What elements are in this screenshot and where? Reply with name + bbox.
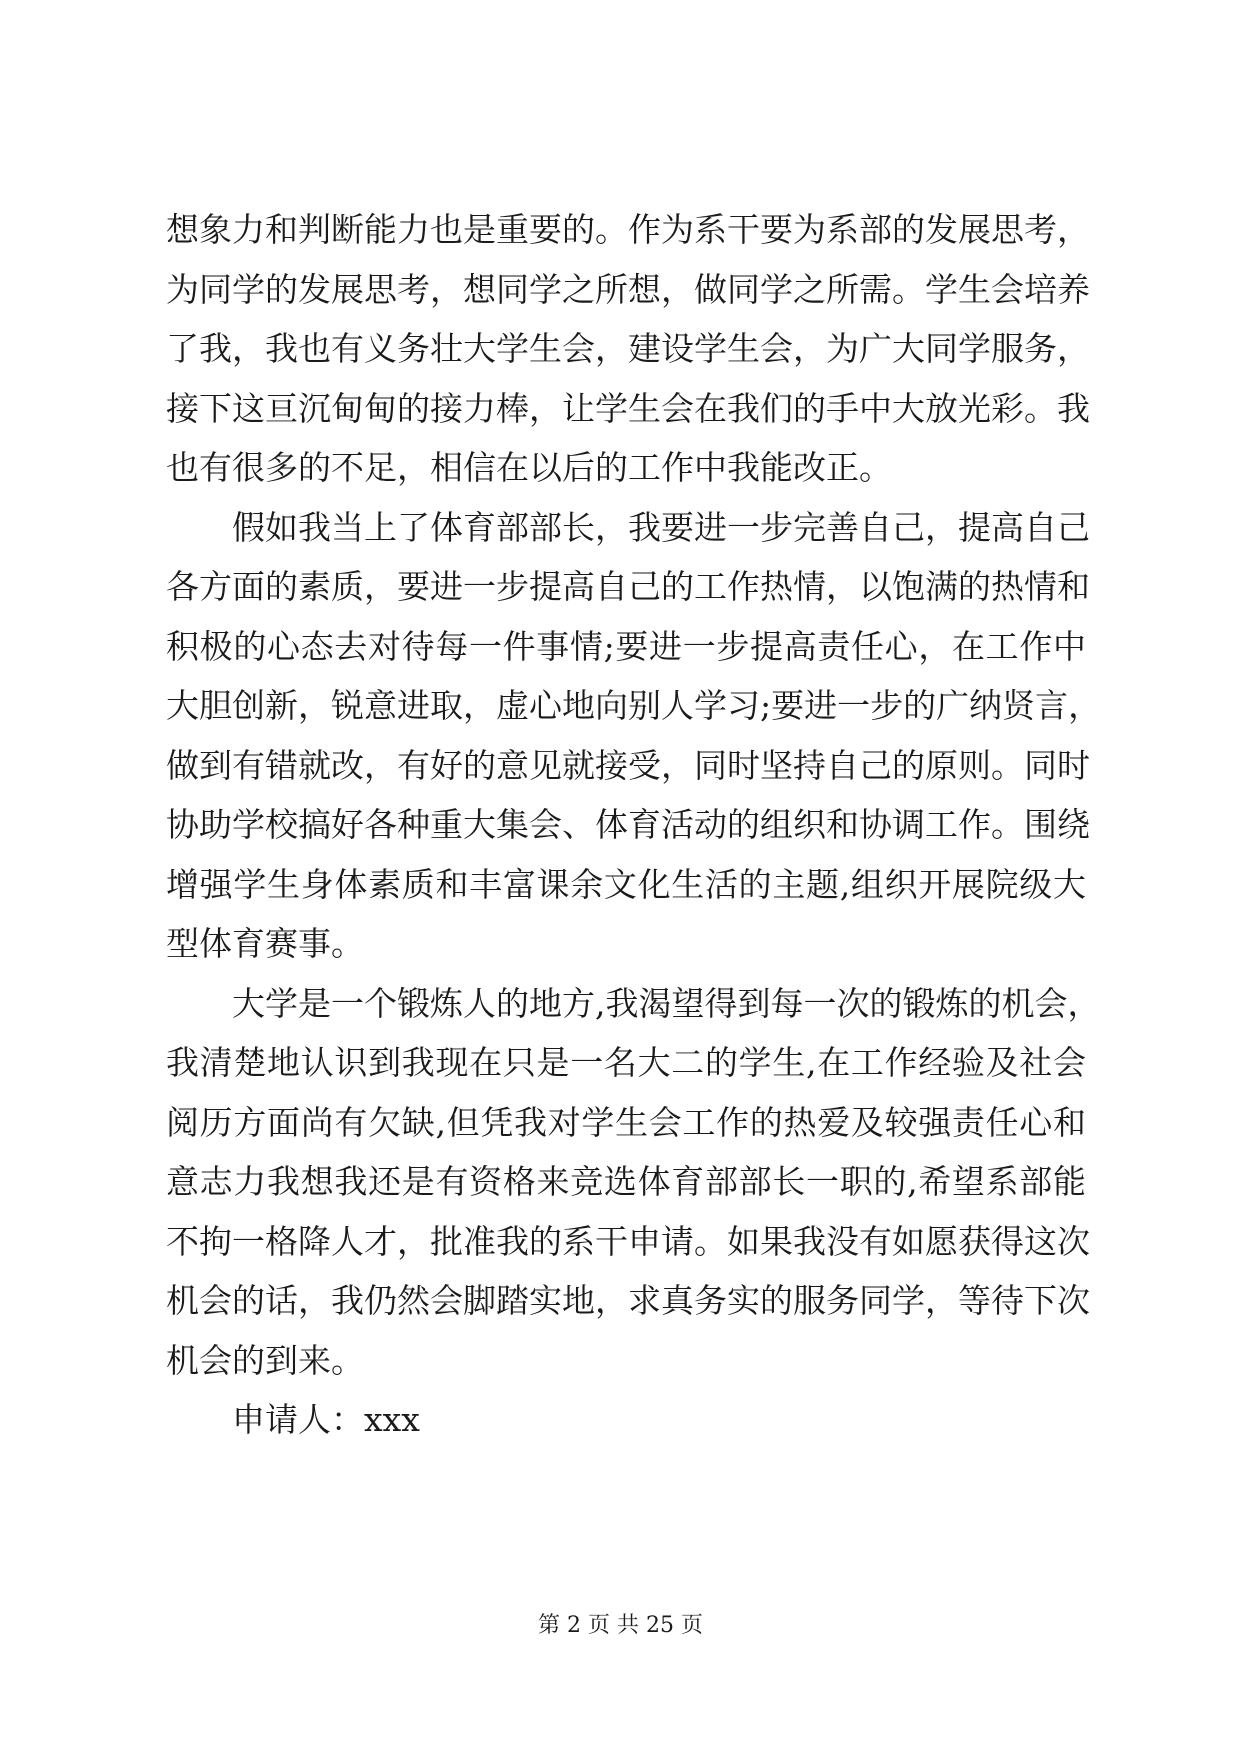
- text-line: 也有很多的不足，相信在以后的工作中我能改正。: [166, 448, 892, 487]
- text-line: 积极的心态去对待每一件事情;要进一步提高责任心，在工作中: [166, 626, 1086, 666]
- text-line: 意志力我想我还是有资格来竞选体育部部长一职的,希望系部能: [166, 1162, 1086, 1201]
- text-line: 我清楚地认识到我现在只是一名大二的学生,在工作经验及社会: [166, 1043, 1086, 1082]
- text-line: 大胆创新，锐意进取，虚心地向别人学习;要进一步的广纳贤言，: [166, 686, 1102, 725]
- text-line: 机会的话，我仍然会脚踏实地，求真务实的服务同学，等待下次: [166, 1281, 1090, 1320]
- text-line: 不拘一格降人才，批准我的系干申请。如果我没有如愿获得这次: [166, 1221, 1090, 1261]
- page-number-footer: 第 2 页 共 25 页: [538, 1613, 703, 1638]
- text-line: 机会的到来。: [166, 1340, 364, 1380]
- text-line: 想象力和判断能力也是重要的。作为系干要为系部的发展思考，: [166, 210, 1090, 249]
- text-line: 接下这亘沉甸甸的接力棒，让学生会在我们的手中大放光彩。我: [166, 388, 1090, 428]
- text-line: 型体育赛事。: [166, 924, 364, 963]
- text-line: 假如我当上了体育部部长，我要进一步完善自己，提高自己: [232, 507, 1090, 547]
- text-line: 申请人：xxx: [232, 1400, 420, 1439]
- document-body: [166, 200, 1102, 1450]
- text-line: 增强学生身体素质和丰富课余文化生活的主题,组织开展院级大: [166, 864, 1086, 904]
- text-line: 协助学校搞好各种重大集会、体育活动的组织和协调工作。围绕: [166, 805, 1090, 844]
- text-line: 大学是一个锻炼人的地方,我渴望得到每一次的锻炼的机会，: [232, 983, 1101, 1023]
- text-line: 各方面的素质，要进一步提高自己的工作热情，以饱满的热情和: [166, 567, 1090, 606]
- text-line: 做到有错就改，有好的意见就接受，同时坚持自己的原则。同时: [166, 745, 1090, 785]
- text-line: 了我，我也有义务壮大学生会，建设学生会，为广大同学服务，: [166, 329, 1090, 368]
- text-line: 为同学的发展思考，想同学之所想，做同学之所需。学生会培养: [166, 269, 1090, 309]
- text-line: 阅历方面尚有欠缺,但凭我对学生会工作的热爱及较强责任心和: [166, 1102, 1086, 1142]
